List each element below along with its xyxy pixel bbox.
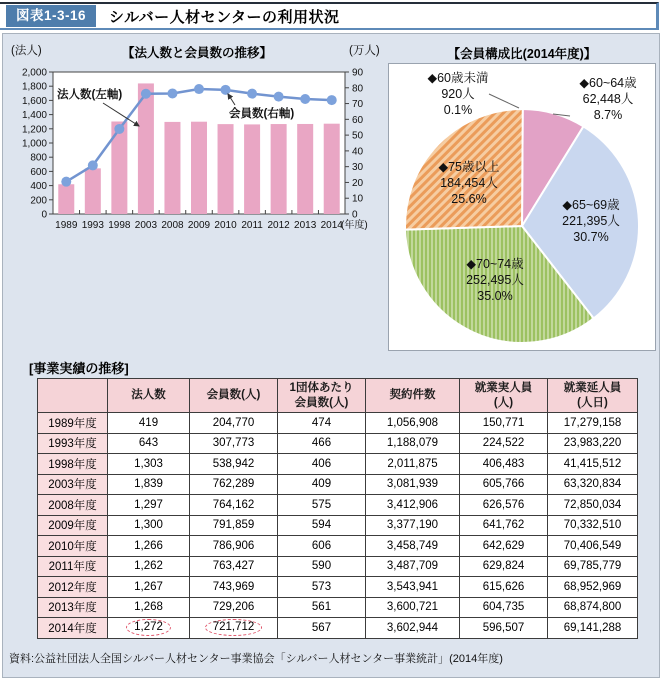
value-cell: 23,983,220 [548, 433, 638, 454]
value-cell: 743,969 [190, 577, 278, 598]
x-axis-tick-label: 2003 [134, 220, 158, 231]
column-header: 契約件数 [366, 379, 460, 413]
value-cell: 762,289 [190, 474, 278, 495]
pie-slice-label-1: ◆60~64歳 62,448人 8.7% [579, 76, 637, 122]
column-header: 法人数 [108, 379, 190, 413]
value-cell: 2,011,875 [366, 454, 460, 475]
bar-1989 [58, 184, 74, 214]
x-axis-tick-label: 2009 [187, 220, 211, 231]
left-axis-tick-label: 1,400 [21, 110, 47, 122]
value-cell: 615,626 [460, 577, 548, 598]
value-cell: 1,188,079 [366, 433, 460, 454]
bar-2011 [244, 124, 260, 214]
line-marker-2003 [141, 89, 151, 99]
value-cell: 1,297 [108, 495, 190, 516]
table-row [38, 474, 638, 495]
value-cell: 573 [278, 577, 366, 598]
year-cell: 2010年度 [38, 536, 108, 557]
left-axis-tick-label: 600 [30, 166, 47, 178]
left-axis-tick-label: 1,000 [21, 138, 47, 150]
value-cell: 1,300 [108, 515, 190, 536]
right-axis-tick-label: 70 [352, 99, 364, 111]
pie-slice-label-3: ◆70~74歳 252,495人 35.0% [466, 257, 524, 303]
x-axis-tick-label: 2013 [294, 220, 317, 231]
column-header: 就業実人員 (人) [460, 379, 548, 413]
value-cell: 72,850,034 [548, 495, 638, 516]
value-cell: 3,412,906 [366, 495, 460, 516]
value-cell: 1,267 [108, 577, 190, 598]
value-cell: 643 [108, 433, 190, 454]
value-cell: 1,839 [108, 474, 190, 495]
left-axis-tick-label: 400 [30, 181, 47, 193]
x-axis-tick-label: 2011 [241, 220, 263, 231]
value-cell: 41,415,512 [548, 454, 638, 475]
year-cell: 1993年度 [38, 433, 108, 454]
left-axis-tick-label: 1,200 [21, 124, 47, 136]
right-axis-tick-label: 60 [352, 114, 364, 126]
right-axis-unit-label: (万人) [349, 45, 380, 57]
value-cell: 641,762 [460, 515, 548, 536]
combo-chart-title: 【法人数と会員数の推移】 [121, 46, 272, 60]
value-cell: 605,766 [460, 474, 548, 495]
table-row [38, 556, 638, 577]
table-row [38, 618, 638, 639]
value-cell: 307,773 [190, 433, 278, 454]
figure-title: シルバー人材センターの利用状況 [109, 8, 340, 26]
left-axis-tick-label: 800 [30, 152, 47, 164]
line-marker-1998 [114, 124, 124, 134]
value-cell: 406,483 [460, 454, 548, 475]
value-cell: 409 [278, 474, 366, 495]
value-cell: 575 [278, 495, 366, 516]
value-cell: 596,507 [460, 618, 548, 639]
year-cell: 2003年度 [38, 474, 108, 495]
value-cell: 224,522 [460, 433, 548, 454]
table-row [38, 577, 638, 598]
column-header: 就業延人員 (人日) [548, 379, 638, 413]
year-cell: 1998年度 [38, 454, 108, 475]
value-cell: 1,056,908 [366, 413, 460, 434]
pie-chart-panel [388, 63, 656, 351]
year-cell: 2008年度 [38, 495, 108, 516]
x-axis-tick-label: 1998 [108, 220, 131, 231]
table-row [38, 536, 638, 557]
x-axis-tick-label: 2012 [267, 220, 290, 231]
line-marker-2009 [194, 84, 204, 94]
value-cell: 69,141,288 [548, 618, 638, 639]
value-cell: 466 [278, 433, 366, 454]
value-cell: 764,162 [190, 495, 278, 516]
right-axis-tick-label: 10 [352, 193, 364, 205]
year-cell: 1989年度 [38, 413, 108, 434]
right-axis-tick-label: 20 [352, 177, 364, 189]
right-axis-tick-label: 80 [352, 83, 364, 95]
value-cell: 763,427 [190, 556, 278, 577]
line-marker-2008 [167, 88, 177, 98]
line-marker-1993 [88, 160, 98, 170]
value-cell: 419 [108, 413, 190, 434]
table-row [38, 433, 638, 454]
value-cell: 3,600,721 [366, 597, 460, 618]
value-cell: 3,487,709 [366, 556, 460, 577]
right-axis-tick-label: 50 [352, 130, 364, 142]
left-axis-tick-label: 2,000 [21, 67, 47, 79]
year-cell: 2009年度 [38, 515, 108, 536]
left-axis-tick-label: 1,800 [21, 81, 47, 93]
value-cell [190, 618, 278, 639]
value-cell: 69,785,779 [548, 556, 638, 577]
table-header [38, 379, 638, 413]
x-axis-suffix-label: (年度) [341, 220, 368, 231]
business-results-table [37, 378, 638, 639]
highlighted-value: 721,712 [205, 619, 263, 636]
value-cell: 594 [278, 515, 366, 536]
value-cell: 604,735 [460, 597, 548, 618]
figure-header [0, 2, 659, 30]
value-cell: 1,303 [108, 454, 190, 475]
value-cell: 791,859 [190, 515, 278, 536]
line-marker-2013 [300, 94, 310, 104]
value-cell: 567 [278, 618, 366, 639]
value-cell: 150,771 [460, 413, 548, 434]
bars-annotation-label: 法人数(左軸) [57, 89, 123, 101]
table-row [38, 454, 638, 475]
line-marker-1989 [61, 177, 71, 187]
value-cell: 63,320,834 [548, 474, 638, 495]
highlighted-value: 1,272 [126, 619, 171, 636]
table-header-row [38, 379, 638, 413]
table-row [38, 413, 638, 434]
year-cell: 2011年度 [38, 556, 108, 577]
bar-2013 [297, 124, 313, 214]
value-cell: 3,458,749 [366, 536, 460, 557]
line-marker-2014 [327, 95, 337, 105]
column-header: 1団体あたり 会員数(人) [278, 379, 366, 413]
bar-2008 [164, 122, 180, 214]
right-axis-tick-label: 0 [352, 209, 358, 221]
value-cell: 17,279,158 [548, 413, 638, 434]
value-cell: 642,629 [460, 536, 548, 557]
value-cell: 70,406,549 [548, 536, 638, 557]
value-cell: 729,206 [190, 597, 278, 618]
pie-slice-label-4: ◆75歳以上 184,454人 25.6% [438, 160, 500, 206]
bar-2014 [324, 124, 340, 214]
value-cell: 3,543,941 [366, 577, 460, 598]
corporations-members-combo-chart [7, 58, 385, 240]
line-marker-2012 [274, 92, 284, 102]
member-composition-pie-chart [389, 64, 655, 350]
bar-2012 [271, 124, 287, 214]
value-cell: 474 [278, 413, 366, 434]
value-cell: 538,942 [190, 454, 278, 475]
bar-2009 [191, 122, 207, 214]
left-axis-tick-label: 200 [30, 195, 47, 207]
value-cell [108, 618, 190, 639]
figure-number-badge: 図表1-3-16 [6, 5, 96, 27]
table-row [38, 515, 638, 536]
line-marker-2011 [247, 89, 257, 99]
value-cell: 70,332,510 [548, 515, 638, 536]
table-row [38, 495, 638, 516]
right-axis-tick-label: 40 [352, 146, 364, 158]
value-cell: 3,602,944 [366, 618, 460, 639]
left-axis-tick-label: 0 [41, 209, 47, 221]
year-cell: 2012年度 [38, 577, 108, 598]
value-cell: 629,824 [460, 556, 548, 577]
value-cell: 1,268 [108, 597, 190, 618]
pie-slice-label-0: ◆60歳未満 920人 0.1% [427, 71, 489, 117]
value-cell: 1,266 [108, 536, 190, 557]
column-header [38, 379, 108, 413]
pie-slice-label-2: ◆65~69歳 221,395人 30.7% [562, 198, 620, 244]
left-axis-tick-label: 1,600 [21, 95, 47, 107]
year-cell: 2014年度 [38, 618, 108, 639]
pie-label-leader-line [489, 94, 519, 108]
value-cell: 590 [278, 556, 366, 577]
value-cell: 68,874,800 [548, 597, 638, 618]
value-cell: 561 [278, 597, 366, 618]
table-body [38, 413, 638, 639]
value-cell: 204,770 [190, 413, 278, 434]
bar-2010 [218, 124, 234, 214]
line-marker-2010 [221, 85, 231, 95]
x-axis-tick-label: 1993 [81, 220, 104, 231]
right-axis-tick-label: 90 [352, 67, 364, 79]
x-axis-tick-label: 1989 [55, 220, 78, 231]
x-axis-tick-label: 2014 [320, 220, 343, 231]
year-cell: 2013年度 [38, 597, 108, 618]
value-cell: 68,952,969 [548, 577, 638, 598]
content-panel [2, 33, 660, 678]
x-axis-tick-label: 2008 [161, 220, 184, 231]
value-cell: 786,906 [190, 536, 278, 557]
value-cell: 3,081,939 [366, 474, 460, 495]
table-row [38, 597, 638, 618]
table-section-title: [事業実績の推移] [29, 361, 129, 376]
column-header: 会員数(人) [190, 379, 278, 413]
x-axis-tick-label: 2010 [214, 220, 237, 231]
value-cell: 606 [278, 536, 366, 557]
value-cell: 406 [278, 454, 366, 475]
bar-1993 [85, 168, 101, 214]
left-axis-unit-label: (法人) [11, 45, 42, 57]
line-annotation-label: 会員数(右軸) [229, 108, 295, 120]
value-cell: 626,576 [460, 495, 548, 516]
source-note: 資料:公益社団法人全国シルバー人材センター事業協会「シルバー人材センター事業統計」(2014年度) [9, 653, 503, 665]
value-cell: 1,262 [108, 556, 190, 577]
right-axis-tick-label: 30 [352, 162, 364, 174]
value-cell: 3,377,190 [366, 515, 460, 536]
pie-chart-title: 【会員構成比(2014年度)】 [447, 47, 597, 61]
